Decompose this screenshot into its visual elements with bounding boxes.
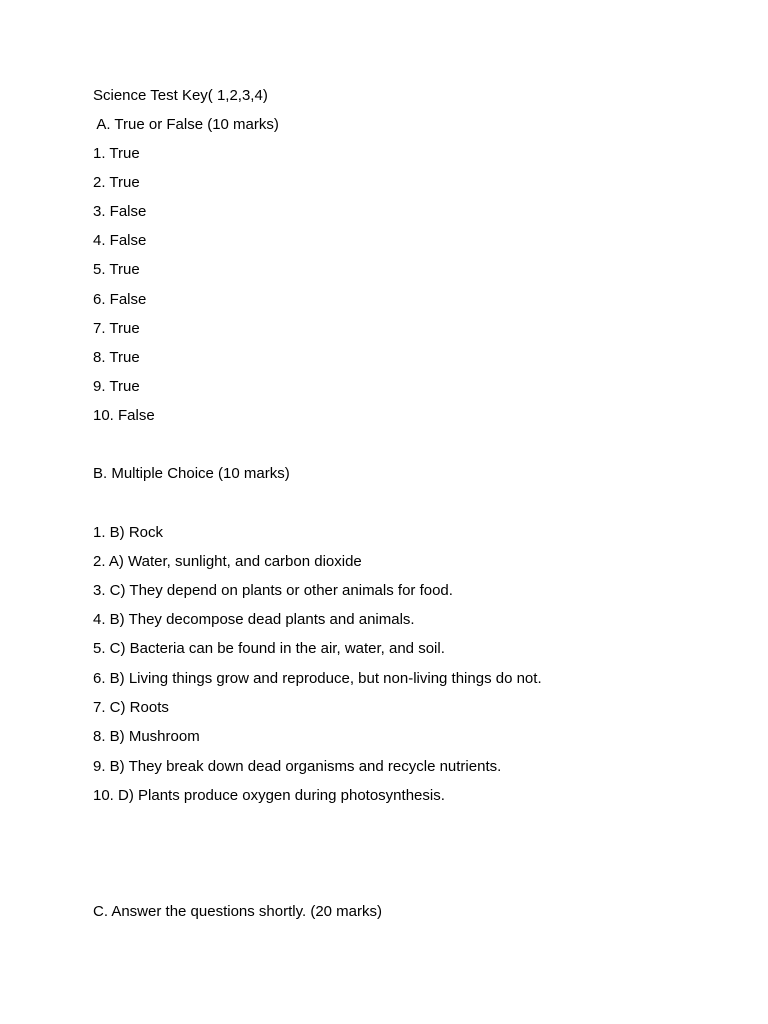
section-b-answer: 2. A) Water, sunlight, and carbon dioxide bbox=[93, 553, 362, 570]
section-b-answer: 6. B) Living things grow and reproduce, but non-living things do not. bbox=[93, 670, 542, 687]
section-b-answer: 7. C) Roots bbox=[93, 699, 169, 716]
section-c-heading: C. Answer the questions shortly. (20 marks) bbox=[93, 903, 382, 920]
section-a-answer: 5. True bbox=[93, 261, 140, 278]
section-b-answer: 3. C) They depend on plants or other animals for food. bbox=[93, 582, 453, 599]
section-a-answer: 8. True bbox=[93, 349, 140, 366]
section-a-heading: A. True or False (10 marks) bbox=[93, 116, 279, 133]
section-a-answer: 9. True bbox=[93, 378, 140, 395]
section-a-answer: 4. False bbox=[93, 232, 147, 249]
section-a-answer: 6. False bbox=[93, 291, 147, 308]
section-a-answer: 7. True bbox=[93, 320, 140, 337]
document-title: Science Test Key( 1,2,3,4) bbox=[93, 87, 268, 104]
section-b-answer: 5. C) Bacteria can be found in the air, water, and soil. bbox=[93, 640, 445, 657]
section-b-heading: B. Multiple Choice (10 marks) bbox=[93, 465, 290, 482]
section-a-answer: 2. True bbox=[93, 174, 140, 191]
section-b-answer: 10. D) Plants produce oxygen during photosynthesis. bbox=[93, 787, 445, 804]
section-a-answer: 10. False bbox=[93, 407, 155, 424]
section-b-answer: 4. B) They decompose dead plants and animals. bbox=[93, 611, 415, 628]
section-b-answer: 8. B) Mushroom bbox=[93, 728, 200, 745]
section-a-answer: 1. True bbox=[93, 145, 140, 162]
section-a-answer: 3. False bbox=[93, 203, 147, 220]
section-b-answer: 9. B) They break down dead organisms and recycle nutrients. bbox=[93, 758, 502, 775]
section-b-answer: 1. B) Rock bbox=[93, 524, 164, 541]
